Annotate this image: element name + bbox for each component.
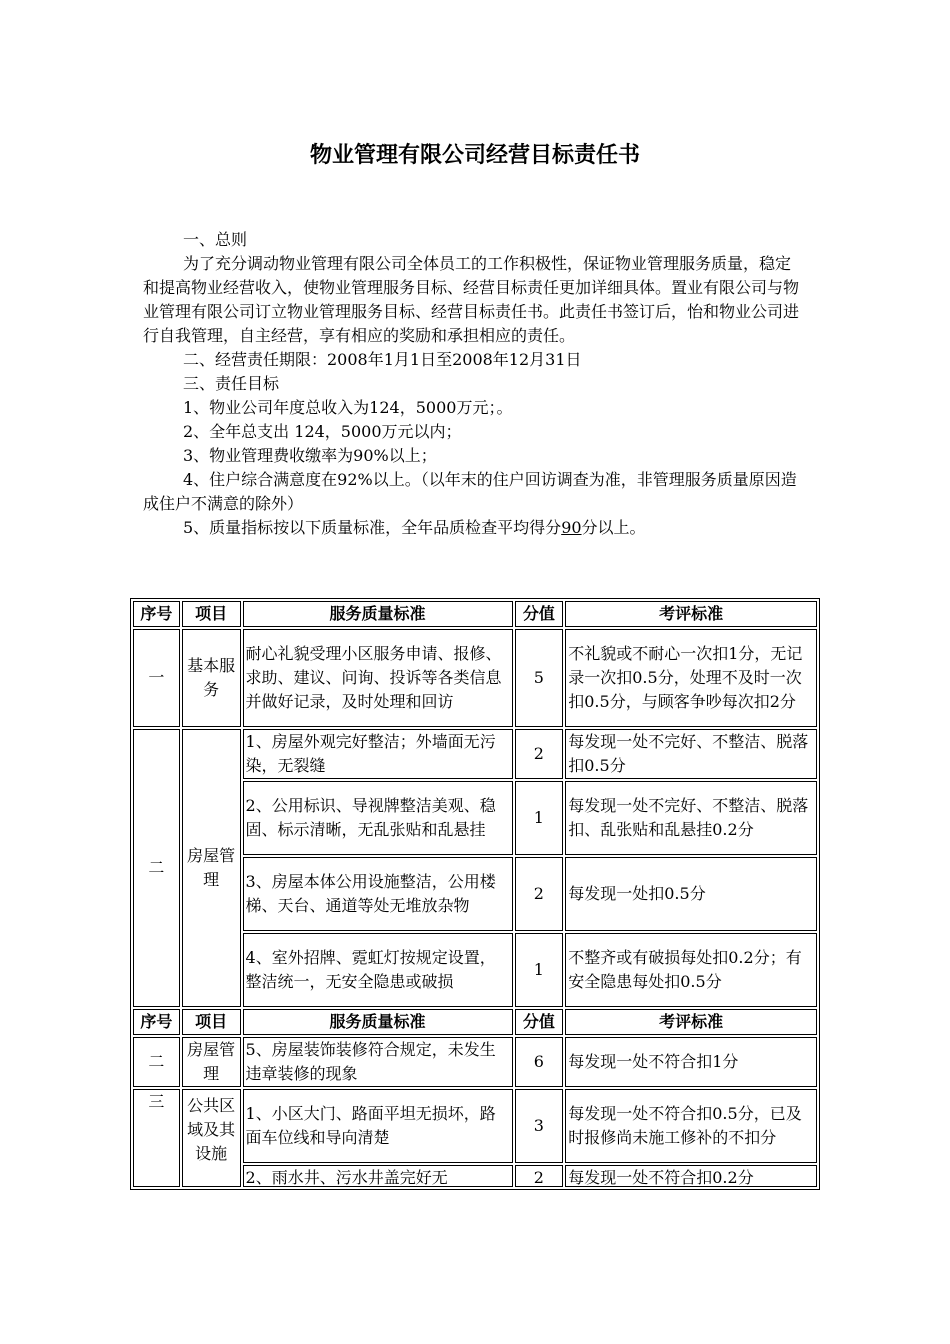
- row-standard: 5、房屋装饰装修符合规定，未发生违章装修的现象: [243, 1037, 513, 1087]
- target-5-post: 分以上。: [581, 518, 646, 537]
- row-item: 房屋管理: [182, 729, 241, 1007]
- row-no: 二: [133, 1037, 180, 1087]
- row-standard: 4、室外招牌、霓虹灯按规定设置，整洁统一，无安全隐患或破损: [243, 933, 513, 1007]
- row-score: 1: [515, 933, 564, 1007]
- row-score: 2: [515, 857, 564, 931]
- header-eval: 考评标准: [565, 1009, 817, 1035]
- row-standard: 1、小区大门、路面平坦无损坏，路面车位线和导向清楚: [243, 1089, 513, 1163]
- header-item: 项目: [182, 601, 241, 627]
- row-score: 3: [515, 1089, 564, 1163]
- header-no: 序号: [133, 1009, 180, 1035]
- row-score: 6: [515, 1037, 564, 1087]
- header-no: 序号: [133, 601, 180, 627]
- row-score: 5: [515, 629, 564, 727]
- document-title: 物业管理有限公司经营目标责任书: [309, 143, 640, 168]
- row-no: 一: [133, 629, 180, 727]
- header-score: 分值: [515, 601, 564, 627]
- header-score: 分值: [515, 1009, 564, 1035]
- row-eval: 每发现一处不完好、不整洁、脱落扣、乱张贴和乱悬挂0.2分: [565, 781, 817, 855]
- row-eval-text: 每发现一处不符合扣0.2分: [568, 1168, 754, 1186]
- section2-term: 二、经营责任期限：2008年1月1日至2008年12月31日: [183, 350, 582, 369]
- row-score: 1: [515, 781, 564, 855]
- row-eval: 每发现一处扣0.5分: [565, 857, 817, 931]
- row-no: 三: [133, 1089, 180, 1187]
- header-item: 项目: [182, 1009, 241, 1035]
- row-no: 二: [133, 729, 180, 1007]
- target-2: 2、全年总支出 124，5000万元以内；: [183, 422, 462, 441]
- row-eval: 不礼貌或不耐心一次扣1分，无记录一次扣0.5分，处理不及时一次扣0.5分，与顾客争吵每次扣2分: [565, 629, 817, 727]
- row-standard: 1、房屋外观完好整洁；外墙面无污染，无裂缝: [243, 729, 513, 779]
- quality-standards-table: [130, 598, 820, 1190]
- table-header-row: [133, 1009, 817, 1035]
- header-standard: 服务质量标准: [243, 1009, 513, 1035]
- section3-heading: 三、责任目标: [183, 374, 280, 393]
- target-5-score: 90: [561, 518, 582, 537]
- target-3: 3、物业管理费收缴率为90%以上；: [183, 446, 437, 465]
- target-4: 4、住户综合满意度在92%以上。（以年末的住户回访调查为准，非管理服务质量原因造成住户不满意的除外）: [143, 470, 797, 513]
- row-item: 公共区域及其设施: [182, 1089, 241, 1187]
- target-5-pre: 5、质量指标按以下质量标准，全年品质检查平均得分: [183, 518, 562, 537]
- table-row: [133, 629, 817, 727]
- row-standard-text: 2、雨水井、污水井盖完好无: [245, 1168, 448, 1186]
- table-row: [133, 1037, 817, 1087]
- section1-heading: 一、总则: [183, 230, 248, 249]
- target-5: [143, 516, 803, 540]
- row-score: [515, 1165, 564, 1187]
- row-eval: 每发现一处不符合扣0.5分，已及时报修尚未施工修补的不扣分: [565, 1089, 817, 1163]
- row-standard: 耐心礼貌受理小区服务申请、报修、求助、建议、问询、投诉等各类信息并做好记录，及时处理和回访: [243, 629, 513, 727]
- section1-body: 为了充分调动物业管理有限公司全体员工的工作积极性，保证物业管理服务质量，稳定和提高物业经营收入，使物业管理服务目标、经营目标责任更加详细具体。置业有限公司与物业管理有限公司订立物业管理服务目标、经营目标责任书。此责任书签订后，怡和物业公司进行自我管理，自主经营，享有相应的奖励和承担相应的责任。: [143, 254, 800, 345]
- row-eval: 不整齐或有破损每处扣0.2分；有安全隐患每处扣0.5分: [565, 933, 817, 1007]
- row-score-text: 2: [533, 1168, 544, 1186]
- row-eval: 每发现一处不完好、不整洁、脱落扣0.5分: [565, 729, 817, 779]
- row-item: 房屋管理: [182, 1037, 241, 1087]
- row-score: 2: [515, 729, 564, 779]
- table-header-row: [133, 601, 817, 627]
- row-eval: 每发现一处不符合扣1分: [565, 1037, 817, 1087]
- intro-section: [143, 228, 803, 540]
- row-standard: 3、房屋本体公用设施整洁，公用楼梯、天台、通道等处无堆放杂物: [243, 857, 513, 931]
- table-row: [133, 729, 817, 779]
- table-row: [133, 1089, 817, 1163]
- row-standard: 2、公用标识、导视牌整洁美观、稳固、标示清晰，无乱张贴和乱悬挂: [243, 781, 513, 855]
- row-standard: [243, 1165, 513, 1187]
- target-1: 1、物业公司年度总收入为124，5000万元；。: [183, 398, 513, 417]
- row-eval: [565, 1165, 817, 1187]
- header-standard: 服务质量标准: [243, 601, 513, 627]
- row-item: 基本服务: [182, 629, 241, 727]
- header-eval: 考评标准: [565, 601, 817, 627]
